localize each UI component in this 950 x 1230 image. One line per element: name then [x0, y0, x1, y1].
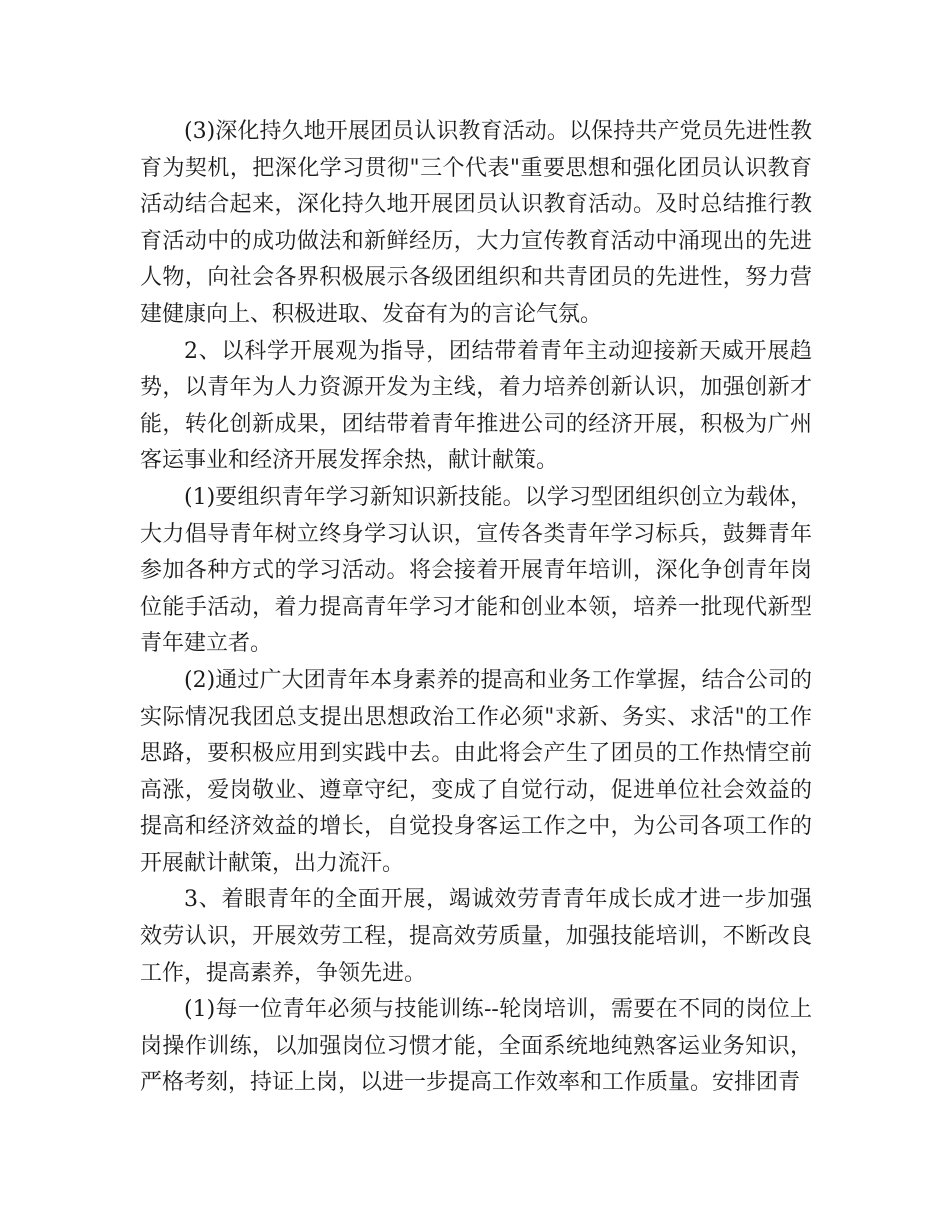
paragraph-skills-training: (1)每一位青年必须与技能训练--轮岗培训，需要在不同的岗位上岗操作训练，以加强岗位习惯才能，全面系统地纯熟客运业务知识，严格考刻，持证上岗，以进一步提高工作效率和工作质量。安排团青: [140, 997, 812, 1096]
paragraph-youth-development: 3、着眼青年的全面开展，竭诚效劳青青年成长成才进一步加强效劳认识，开展效劳工程，提高效劳质量，加强技能培训，不断改良工作，提高素养，争领先进。: [140, 887, 812, 986]
document-body: [140, 114, 812, 1102]
paragraph-deepen-education: (3)深化持久地开展团员认识教育活动。以保持共产党员先进性教育为契机，把深化学习贯彻"三个代表"重要思想和强化团员认识教育活动结合起来，深化持久地开展团员认识教育活动。及时总结推行教育活动中的成功做法和新鲜经历，大力宣传教育活动中涌现出的先进人物，向社会各界积极展示各级团组织和共青团员的先进性，努力营建健康向上、积极进取、发奋有为的言论气氛。: [140, 119, 812, 327]
paragraph-political-work: (2)通过广大团青年本身素养的提高和业务工作掌握，结合公司的实际情况我团总支提出思想政治工作必须"求新、务实、求活"的工作思路，要积极应用到实践中去。由此将会产生了团员的工作热情空前高涨，爱岗敬业、遵章守纪，变成了自觉行动，促进单位社会效益的提高和经济效益的增长，自觉投身客运工作之中，为公司各项工作的开展献计献策，出力流汗。: [140, 667, 812, 876]
paragraph-scientific-development: 2、以科学开展观为指导，团结带着青年主动迎接新天威开展趋势，以青年为人力资源开发为主线，着力培养创新认识，加强创新才能，转化创新成果，团结带着青年推进公司的经济开展，积极为广州客运事业和经济开展发挥余热，献计献策。: [140, 338, 812, 474]
paragraph-youth-learning: (1)要组织青年学习新知识新技能。以学习型团组织创立为载体，大力倡导青年树立终身学习认识，宣传各类青年学习标兵，鼓舞青年参加各种方式的学习活动。将会接着开展青年培训，深化争创青年岗位能手活动，着力提高青年学习才能和创业本领，培养一批现代新型青年建立者。: [140, 484, 812, 657]
